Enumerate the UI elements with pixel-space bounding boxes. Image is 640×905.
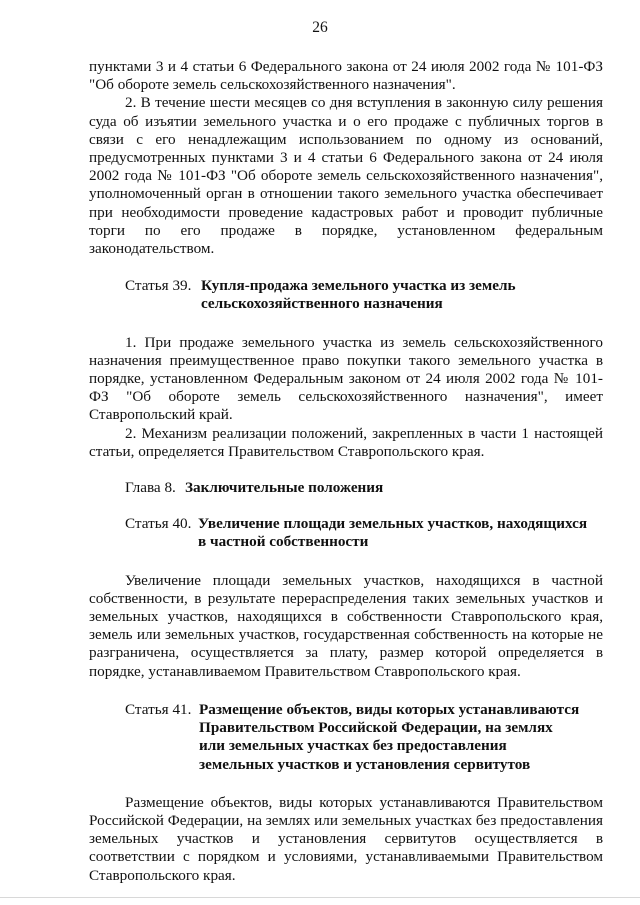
page-number: 26 bbox=[312, 19, 328, 36]
article-40-title-line-2: в частной собственности bbox=[198, 533, 369, 551]
article-39-title-line-1: Купля-продажа земельного участка из земель bbox=[201, 277, 516, 295]
article-41-heading bbox=[89, 701, 603, 774]
article-41-title-line-2: Правительством Российской Федерации, на землях bbox=[199, 719, 553, 737]
article-40-paragraph: Увеличение площади земельных участков, находящихся в частной собственности, в результате перераспределения таких земельных участков и земельных участков, находящихся в собственности Ставропольского края, земель или земельных участков, государственная собственность на которые не разграничена, осуществляется за плату, размер которой определяется в порядке, устанавливаемом Правительством Ставропольского края. bbox=[89, 571, 603, 680]
chapter-8-title-text: Заключительные положения bbox=[185, 479, 384, 497]
chapter-8-heading bbox=[89, 479, 603, 497]
article-40-title-line-1: Увеличение площади земельных участков, находящихся bbox=[198, 515, 588, 533]
article-41-title-line-3: или земельных участках без предоставления bbox=[199, 737, 507, 755]
article-41-number: Статья 41. bbox=[125, 700, 192, 718]
article-39-paragraph-1: 1. При продаже земельного участка из земель сельскохозяйственного назначения преимущественное право покупки такого земельного участка в порядке, установленном Федеральным законом от 24 июля 2002 года № 101-ФЗ "Об обороте земель сельскохозяйственного назначения", имеет Ставропольский край. bbox=[89, 333, 603, 424]
article-39-paragraph-2: 2. Механизм реализации положений, закрепленных в части 1 настоящей статьи, определяется Правительством Ставропольского края. bbox=[89, 424, 603, 460]
article-39-title-line-2: сельскохозяйственного назначения bbox=[201, 295, 443, 313]
article-41-title-line-1: Размещение объектов, виды которых устанавливаются bbox=[199, 700, 580, 718]
article-40-heading bbox=[89, 515, 603, 551]
article-39-heading bbox=[89, 277, 603, 313]
paragraph-2: 2. В течение шести месяцев со дня вступления в законную силу решения суда об изъятии земельного участка и о его продаже с публичных торгов в связи с его ненадлежащим использованием по одному из оснований, предусмотренных пунктами 3 и 4 статьи 6 Федерального закона от 24 июля 2002 года № 101-ФЗ "Об обороте земель сельскохозяйственного назначения", уполномоченный орган в отношении такого земельного участка обеспечивает при необходимости проведение кадастровых работ и проводит публичные торги по его продаже в порядке, установленном федеральным законодательством. bbox=[89, 94, 603, 258]
page-edge-divider bbox=[0, 897, 640, 898]
article-40-number: Статья 40. bbox=[125, 515, 192, 533]
article-39-number: Статья 39. bbox=[125, 277, 192, 295]
chapter-8-number: Глава 8. bbox=[125, 479, 176, 497]
article-41-title-line-4: земельных участков и установления сервитутов bbox=[199, 755, 531, 773]
document-body bbox=[89, 58, 603, 885]
paragraph-continuation: пунктами 3 и 4 статьи 6 Федерального закона от 24 июля 2002 года № 101-ФЗ "Об обороте земель сельскохозяйственного назначения". bbox=[89, 58, 603, 94]
article-41-paragraph: Размещение объектов, виды которых устанавливаются Правительством Российской Федерации, на землях или земельных участках без предоставления земельных участков и установления сервитутов осуществляется в соответствии с порядком и условиями, устанавливаемыми Правительством Ставропольского края. bbox=[89, 793, 603, 884]
